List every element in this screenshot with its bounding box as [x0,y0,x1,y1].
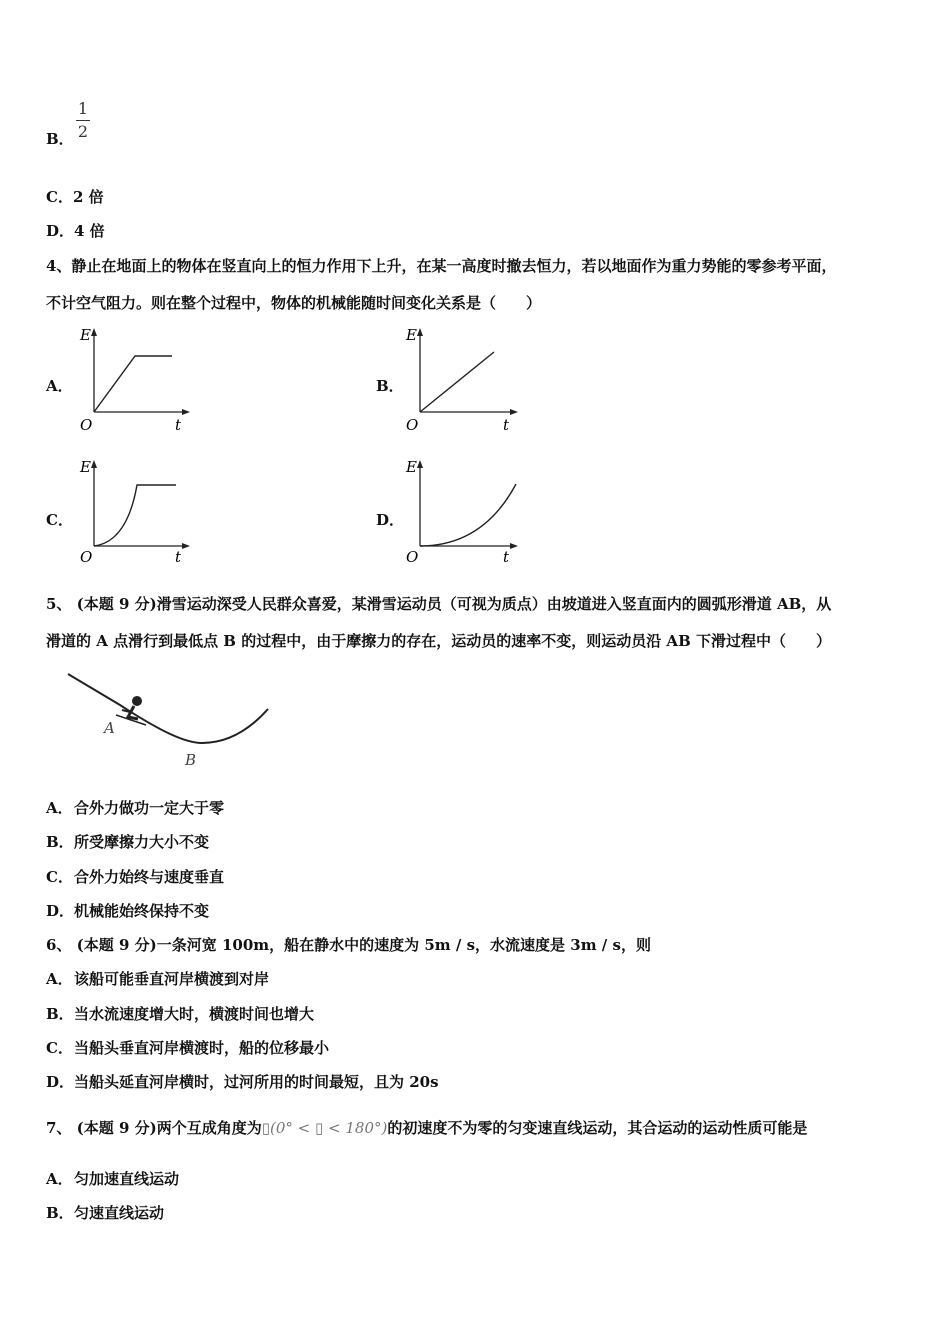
q7-option-a [46,1168,179,1189]
q6-option-b [46,1003,314,1024]
x-axis-label: t [175,416,182,434]
option-letter: C． [46,868,73,886]
origin-label: O [80,548,93,566]
origin-label: O [80,416,93,434]
q6-option-c [46,1037,329,1058]
origin-label: O [406,548,419,566]
q7-angle-formula: ▯(0° < ▯ < 180°) [261,1119,388,1137]
option-letter: B． [46,1005,74,1023]
x-axis-arrow [182,409,190,415]
option-letter: D． [46,1073,75,1091]
q7-stem [46,1117,807,1138]
prev-option-c: C．2 倍 [46,188,104,206]
option-letter: C． [46,1039,73,1057]
y-axis-arrow [417,460,423,468]
option-letter: B． [46,1204,74,1222]
q4-graph-c [72,454,192,566]
fraction-numerator: 1 [77,99,89,118]
q5-stem-line2: 滑道的 A 点滑行到最低点 B 的过程中，由于摩擦力的存在，运动员的速率不变，则运动员沿 AB 下滑过程中（ ） [46,632,831,650]
option-text: 合外力做功一定大于零 [74,799,225,817]
x-axis-label: t [175,548,182,566]
option-text: 匀速直线运动 [74,1204,165,1222]
q4-graph-a [72,322,192,434]
q5-option-a [46,797,224,818]
slope-arc [68,674,268,743]
y-axis-arrow [417,328,423,336]
y-axis-label: E [80,326,91,344]
fraction-bar [76,120,90,121]
q6-option-d [46,1071,439,1092]
x-axis-arrow [510,409,518,415]
option-text: 当船头垂直河岸横渡时，船的位移最小 [74,1039,330,1057]
point-b-label: B [185,751,197,769]
fraction-denominator: 2 [77,122,89,141]
q4-graph-b [398,322,520,434]
q5-option-c [46,866,224,887]
q4-stem-line2: 不计空气阻力。则在整个过程中，物体的机械能随时间变化关系是（ ） [46,294,542,312]
q4-stem-line1: 4、静止在地面上的物体在竖直向上的恒力作用下上升，在某一高度时撤去恒力，若以地面作为重力势能的零参考平面， [46,257,837,275]
option-text: 所受摩擦力大小不变 [74,833,210,851]
option-letter: B． [46,130,74,148]
energy-curve [94,485,176,546]
q6-stem: 6、 (本题 9 分)一条河宽 100m，船在静水中的速度为 5m / s，水流速度是 3m / s，则 [46,936,651,954]
prev-option-b [46,128,74,149]
option-text: 当水流速度增大时，横渡时间也增大 [74,1005,315,1023]
q4-graph-d [398,454,522,566]
q6-option-a [46,968,269,989]
option-text: 匀加速直线运动 [74,1170,180,1188]
q7-option-b [46,1202,164,1223]
q7-stem-before: 7、 (本题 9 分)两个互成角度为 [46,1119,262,1137]
option-text: 机械能始终保持不变 [74,902,210,920]
x-axis-arrow [182,543,190,549]
energy-curve [420,352,494,412]
skier-icon [116,696,146,725]
prev-option-d: D．4 倍 [46,222,105,240]
q5-stem-line1: 5、 (本题 9 分)滑雪运动深受人民群众喜爱，某滑雪运动员（可视为质点）由坡道进入竖直面内的圆弧形滑道 AB，从 [46,595,832,613]
option-letter: A． [46,799,73,817]
option-letter: A． [46,1170,73,1188]
option-letter: D． [46,902,75,920]
q4-graph-d-label: D． [376,511,405,529]
q5-ski-slope-figure [60,665,280,775]
x-axis-label: t [503,548,510,566]
y-axis-label: E [80,458,91,476]
option-letter: A． [46,970,73,988]
energy-curve [94,356,172,412]
energy-curve [420,484,516,546]
y-axis-arrow [91,328,97,336]
q4-graph-c-label: C． [46,511,73,529]
option-text: 该船可能垂直河岸横渡到对岸 [74,970,270,988]
q7-stem-after: 的初速度不为零的匀变速直线运动，其合运动的运动性质可能是 [387,1119,808,1137]
y-axis-label: E [406,326,417,344]
x-axis-label: t [503,416,510,434]
origin-label: O [406,416,419,434]
option-text: 当船头延直河岸横时，过河所用的时间最短，且为 20s [74,1073,439,1091]
y-axis-arrow [91,460,97,468]
option-letter: B． [46,833,74,851]
option-text: 合外力始终与速度垂直 [74,868,225,886]
q4-graph-a-label: A． [46,377,73,395]
point-a-label: A [104,719,115,737]
x-axis-arrow [510,543,518,549]
q4-graph-b-label: B． [376,377,404,395]
q5-option-b [46,831,209,852]
q5-option-d [46,900,209,921]
y-axis-label: E [406,458,417,476]
fraction-one-half [76,100,90,141]
